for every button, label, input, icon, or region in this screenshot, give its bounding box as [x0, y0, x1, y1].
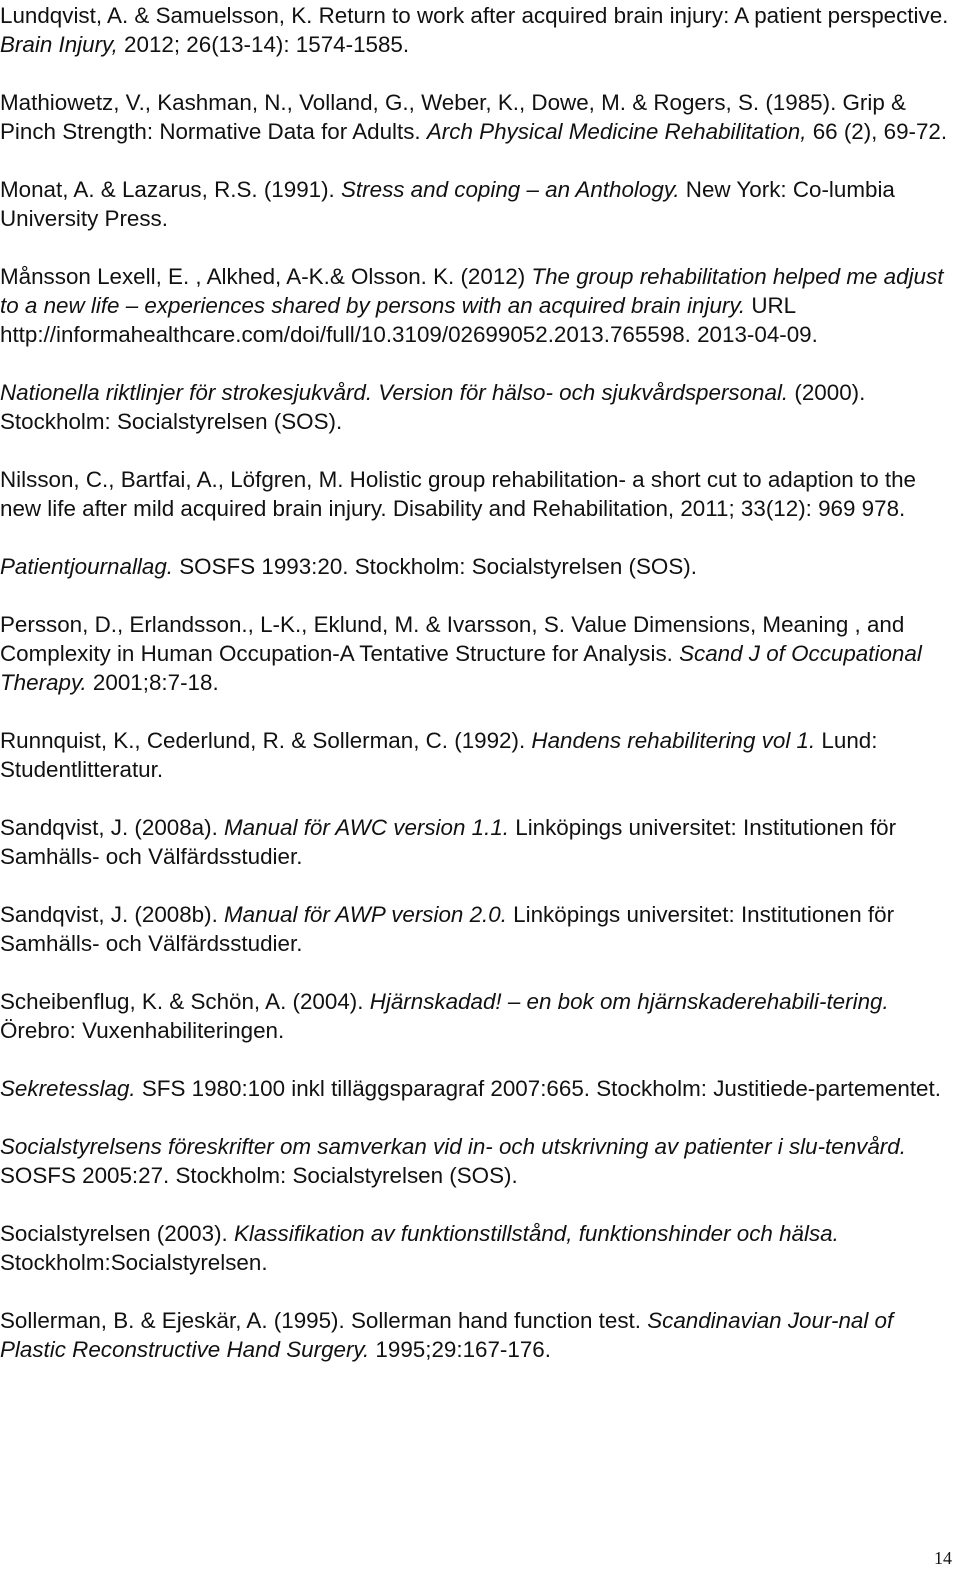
- reference-text: Monat, A. & Lazarus, R.S. (1991).: [0, 177, 341, 202]
- reference-text: 2001;8:7-18.: [86, 670, 219, 695]
- reference-title: Handens rehabilitering vol 1.: [531, 728, 816, 753]
- reference-text: (2000). Stockholm: Socialstyrelsen (SOS).: [0, 380, 866, 434]
- reference-journal: Brain Injury,: [0, 32, 118, 57]
- reference-text: Mathiowetz, V., Kashman, N., Volland, G., Weber, K., Dowe, M. & Rogers, S. (1985). Grip & Pinch Strength: Normative Data for Adults.: [0, 90, 906, 144]
- reference-text: 1995;29:167-176.: [369, 1337, 551, 1362]
- reference-entry: [0, 88, 952, 146]
- reference-text: Scheibenflug, K. & Schön, A. (2004).: [0, 989, 370, 1014]
- reference-text: Linköpings universitet: Institutionen för Samhälls- och Välfärdsstudier.: [0, 902, 895, 956]
- reference-entry: [0, 726, 952, 784]
- reference-entry: [0, 465, 952, 523]
- reference-entry: [0, 610, 952, 697]
- reference-text: Månsson Lexell, E. , Alkhed, A-K.& Olsson. K. (2012): [0, 264, 532, 289]
- reference-entry: [0, 813, 952, 871]
- reference-text: SOSFS 1993:20. Stockholm: Socialstyrelsen (SOS).: [173, 554, 697, 579]
- reference-entry: [0, 1306, 952, 1364]
- reference-title: Hjärnskadad! – en bok om hjärnskaderehabili-tering.: [369, 989, 889, 1014]
- reference-title: The group rehabilitation helped me adjust to a new life – experiences shared by persons with an acquired brain injury.: [0, 264, 944, 318]
- reference-text: SOSFS 2005:27. Stockholm: Socialstyrelsen (SOS).: [0, 1163, 518, 1188]
- reference-text: 66 (2), 69-72.: [806, 119, 948, 144]
- reference-title: Manual för AWC version 1.1.: [224, 815, 510, 840]
- reference-title: Klassifikation av funktionstillstånd, funktionshinder och hälsa.: [233, 1221, 839, 1246]
- reference-text: Runnquist, K., Cederlund, R. & Sollerman, C. (1992).: [0, 728, 532, 753]
- reference-text: Sollerman, B. & Ejeskär, A. (1995). Sollerman hand function test.: [0, 1308, 648, 1333]
- reference-text: Stockholm:Socialstyrelsen.: [0, 1250, 268, 1275]
- reference-journal: Arch Physical Medicine Rehabilitation,: [426, 119, 807, 144]
- reference-entry: [0, 900, 952, 958]
- reference-url: URL http://informahealthcare.com/doi/full/10.3109/02699052.2013.765598. 2013-04-09.: [0, 293, 818, 347]
- reference-text: Lundqvist, A. & Samuelsson, K. Return to work after acquired brain injury: A patient perspective.: [0, 3, 949, 28]
- page-number: 14: [934, 1548, 952, 1568]
- reference-text: Linköpings universitet: Institutionen för Samhälls- och Välfärdsstudier.: [0, 815, 897, 869]
- reference-text: 2012; 26(13-14): 1574-1585.: [117, 32, 410, 57]
- reference-entry: [0, 1132, 952, 1190]
- reference-entry: [0, 1219, 952, 1277]
- reference-title: Nationella riktlinjer för strokesjukvård. Version för hälso- och sjukvårdspersonal.: [0, 380, 789, 405]
- reference-entry: [0, 175, 952, 233]
- reference-title: Manual för AWP version 2.0.: [224, 902, 507, 927]
- reference-entry: [0, 987, 952, 1045]
- reference-text: New York: Co-lumbia University Press.: [0, 177, 895, 231]
- reference-entry: [0, 378, 952, 436]
- reference-text: Persson, D., Erlandsson., L-K., Eklund, M. & Ivarsson, S. Value Dimensions, Meaning , and Complexity in Human Occupation-A Tentative Structure for Analysis.: [0, 612, 905, 666]
- reference-entry: [0, 552, 952, 581]
- reference-entry: [0, 1, 952, 59]
- reference-journal: Scand J of Occupational Therapy.: [0, 641, 922, 695]
- reference-text: Sandqvist, J. (2008a).: [0, 815, 225, 840]
- reference-journal: Scandinavian Jour-nal of Plastic Reconstructive Hand Surgery.: [0, 1308, 894, 1362]
- reference-entry: [0, 262, 952, 349]
- reference-entry: [0, 1074, 952, 1103]
- reference-text: Socialstyrelsen (2003).: [0, 1221, 234, 1246]
- reference-title: Socialstyrelsens föreskrifter om samverkan vid in- och utskrivning av patienter i slu-tenvård.: [0, 1134, 906, 1159]
- reference-text: SFS 1980:100 inkl tilläggsparagraf 2007:665. Stockholm: Justitiede-partementet.: [135, 1076, 941, 1101]
- reference-title: Stress and coping – an Anthology.: [341, 177, 680, 202]
- reference-title: Patientjournallag.: [0, 554, 174, 579]
- reference-text: Sandqvist, J. (2008b).: [0, 902, 225, 927]
- reference-text: Lund: Studentlitteratur.: [0, 728, 878, 782]
- reference-text: Nilsson, C., Bartfai, A., Löfgren, M. Holistic group rehabilitation- a short cut to adaption to the new life after mild acquired brain injury. Disability and Rehabilitation, 2011; 33(12): 969 978.: [0, 467, 916, 521]
- reference-title: Sekretesslag.: [0, 1076, 136, 1101]
- reference-text: Örebro: Vuxenhabiliteringen.: [0, 1018, 285, 1043]
